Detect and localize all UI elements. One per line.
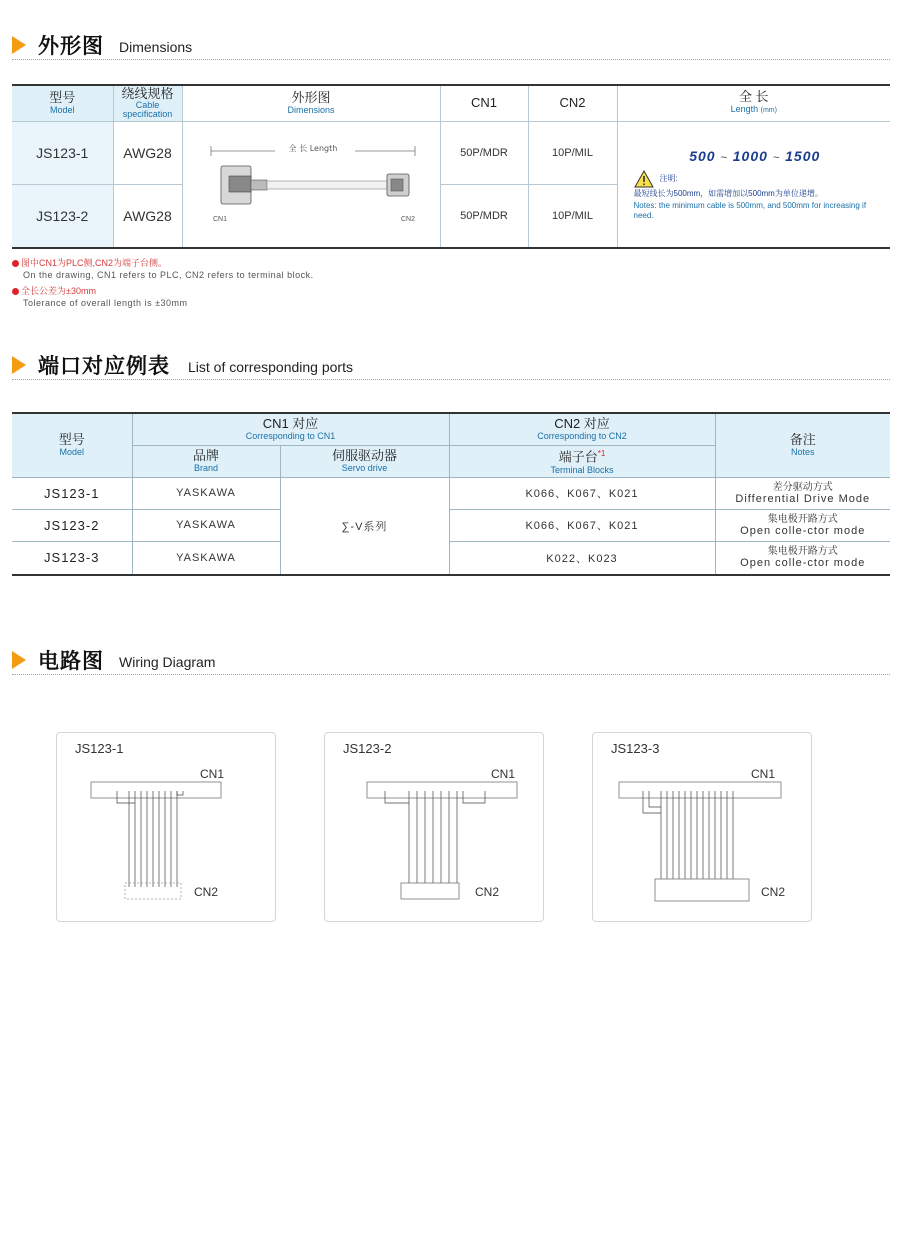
drawing-cn1-label: CN1: [213, 215, 228, 223]
cable-line: [267, 181, 387, 189]
cn1-connector: [91, 782, 221, 798]
cn2-label: CN2: [475, 885, 500, 899]
row-model: JS123-1: [12, 121, 113, 184]
header-servo-cn: 伺服驱动器: [331, 448, 397, 463]
length-sep: ~: [772, 151, 781, 164]
header-brand-en: Brand: [193, 463, 219, 473]
row-cn1: 50P/MDR: [440, 184, 528, 247]
row-terminal: K022、K023: [449, 541, 715, 575]
bullet-icon: [12, 260, 19, 267]
footnote-en: Tolerance of overall length is ±30mm: [23, 298, 188, 308]
header-terminal-cn: 端子台: [558, 449, 598, 465]
row-servo: ∑-V系列: [280, 477, 449, 575]
cable-drawing: [183, 122, 439, 242]
header-dim-en: Dimensions: [287, 105, 335, 116]
section-title-cn: 电路图: [38, 649, 104, 673]
header-cn2: [449, 413, 715, 445]
cn1-connector: [367, 782, 517, 798]
wiring-title: JS123-1: [75, 741, 124, 756]
header-cn2-label: CN2: [559, 95, 586, 111]
row-brand: YASKAWA: [132, 477, 280, 509]
row-terminal: K066、K067、K021: [449, 477, 715, 509]
section-title-cn: 外形图: [38, 34, 104, 58]
cn2-connector: [655, 879, 749, 901]
footnote-cn: 图中CN1为PLC侧,CN2为端子台侧。: [21, 258, 168, 268]
section-header-wiring: [12, 645, 890, 675]
arrow-icon: [12, 36, 26, 54]
drawing-cn2-label: CN2: [401, 215, 416, 223]
wiring-title: JS123-2: [343, 741, 392, 756]
header-length-en: Length: [730, 104, 759, 115]
header-cn2: [528, 85, 617, 121]
length-sep: ~: [720, 151, 728, 164]
note-en: Notes: the minimum cable is 500mm, and 500mm for increasing if need.: [633, 200, 867, 220]
wiring-diagram-js123-3: [592, 732, 812, 922]
footnote-en: On the drawing, CN1 refers to PLC, CN2 refers to terminal block.: [23, 270, 314, 280]
header-notes-cn: 备注: [789, 432, 816, 448]
header-cable-cn: 绕线规格: [121, 86, 174, 102]
cn2-connector: [401, 883, 459, 899]
row-notes: [715, 477, 890, 509]
length-label: 全 长 Length: [288, 143, 338, 153]
row-cn2: 10P/MIL: [528, 121, 617, 184]
footnote-cn: 全长公差为±30mm: [21, 286, 96, 296]
cn1-label: CN1: [491, 767, 516, 781]
header-terminal-en: Terminal Blocks: [550, 464, 614, 475]
row-model: JS123-3: [12, 541, 132, 575]
length-values: [634, 148, 877, 164]
wiring-svg: [325, 733, 545, 923]
row-note-cn: 集电极开路方式: [767, 513, 838, 525]
row-brand: YASKAWA: [132, 541, 280, 575]
cn1-label: CN1: [200, 767, 225, 781]
section-title-cn: 端口对应例表: [38, 354, 170, 378]
table-header-row: [12, 85, 890, 121]
length-500: 500: [689, 147, 716, 164]
wiring-svg: [593, 733, 813, 923]
header-length: [617, 85, 890, 121]
header-notes: [715, 413, 890, 477]
table-row: [12, 541, 890, 575]
arrow-icon: [12, 356, 26, 374]
bullet-icon: [12, 288, 19, 295]
section-header-dimensions: [12, 30, 890, 60]
wiring-diagram-js123-1: [56, 732, 276, 922]
header-cn1: [132, 413, 449, 445]
header-model: [12, 85, 113, 121]
arrow-icon: [12, 651, 26, 669]
header-length-unit: (mm): [760, 107, 777, 115]
cn2-label: CN2: [194, 885, 219, 899]
header-notes-en: Notes: [790, 447, 815, 458]
header-cable-en-1: Cable: [135, 100, 160, 111]
note-cn: 最短线长为500mm，如需增加以500mm为单位递增。: [633, 188, 823, 198]
section-header-ports: [12, 350, 890, 380]
section-title-en: List of corresponding ports: [188, 359, 353, 375]
row-model: JS123-1: [12, 477, 132, 509]
header-dimensions: [182, 85, 440, 121]
header-terminal-sup: *1: [597, 449, 606, 459]
row-note-en: Open colle-ctor mode: [740, 524, 866, 537]
row-model: JS123-2: [12, 509, 132, 541]
row-note-en: Differential Drive Mode: [735, 492, 871, 505]
section-title-en: Dimensions: [119, 39, 193, 55]
header-brand: [132, 445, 280, 477]
header-terminal: [449, 445, 715, 477]
header-length-cn: 全 长: [738, 89, 769, 105]
header-model-cn: 型号: [49, 90, 76, 106]
header-cable: [113, 85, 182, 121]
cable-drawing-cell: [182, 121, 440, 248]
header-model-cn: 型号: [58, 432, 85, 448]
cn1-label: CN1: [751, 767, 776, 781]
row-cn1: 50P/MDR: [440, 121, 528, 184]
header-servo-en: Servo drive: [341, 463, 388, 473]
header-cable-en-2: specification: [122, 109, 173, 120]
wiring-svg: [57, 733, 277, 923]
length-1000: 1000: [732, 147, 768, 164]
row-awg: AWG28: [113, 184, 182, 247]
note-title: 注明:: [659, 174, 678, 183]
table-row: [12, 477, 890, 509]
row-notes: [715, 541, 890, 575]
row-brand: YASKAWA: [132, 509, 280, 541]
header-cn1: [440, 85, 528, 121]
table-header-row: [12, 413, 890, 445]
row-note-cn: 集电极开路方式: [767, 546, 838, 558]
header-brand-cn: 品牌: [192, 448, 219, 463]
row-cn2: 10P/MIL: [528, 184, 617, 247]
header-cn2-en: Corresponding to CN2: [537, 431, 627, 442]
footnotes: [12, 257, 314, 309]
length-cell: [617, 121, 890, 248]
wiring-diagram-js123-2: [324, 732, 544, 922]
dimensions-table: [12, 84, 890, 249]
length-1500: 1500: [785, 147, 821, 164]
row-awg: AWG28: [113, 121, 182, 184]
header-servo: [280, 445, 449, 477]
row-model: JS123-2: [12, 184, 113, 247]
header-cn1-cn: CN1 对应: [262, 416, 319, 432]
row-note-cn: 差分驱动方式: [772, 481, 833, 493]
warning-icon: [634, 170, 654, 188]
header-cn1-label: CN1: [470, 95, 497, 111]
table-row: [12, 509, 890, 541]
header-cn1-en: Corresponding to CN1: [245, 431, 336, 442]
section-title-en: Wiring Diagram: [119, 654, 216, 670]
row-notes: [715, 509, 890, 541]
table-row: [12, 121, 890, 184]
header-dim-cn: 外形图: [291, 90, 331, 106]
ports-table: [12, 412, 890, 576]
wiring-title: JS123-3: [611, 741, 660, 756]
header-model-en: Model: [59, 447, 84, 458]
row-note-en: Open colle-ctor mode: [740, 557, 866, 570]
header-cn2-cn: CN2 对应: [554, 416, 610, 432]
header-model: [12, 413, 132, 477]
row-terminal: K066、K067、K021: [449, 509, 715, 541]
cn2-label: CN2: [761, 885, 786, 899]
header-model-en: Model: [49, 105, 75, 116]
